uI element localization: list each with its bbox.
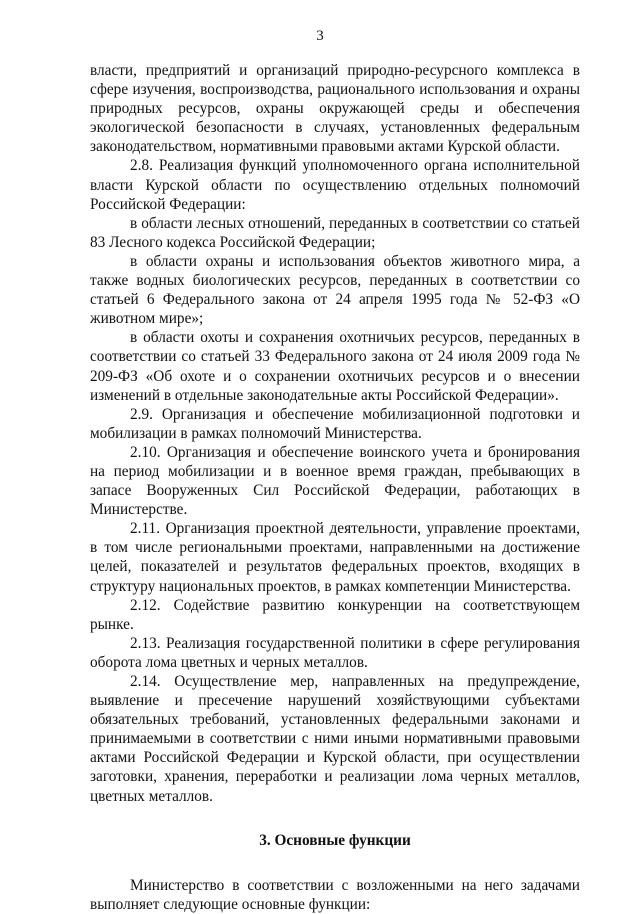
paragraph-hunting: в области охоты и сохранения охотничьих ресурсов, переданных в соответствии со статьей 33 Федерального закона от 24 июля 2009 года № 209-ФЗ «Об охоте и о сохранении охотничьих ресурсов и о внесении изменений в отдельные законодательные акты Российской Федерации».: [90, 329, 580, 404]
paragraph-2-10: 2.10. Организация и обеспечение воинского учета и бронирования на период мобилизации и в военное время граждан, пребывающих в запасе Вооруженных Сил Российской Федерации, работающих в Министерстве.: [90, 443, 580, 519]
paragraph-wildlife: в области охраны и использования объектов животного мира, а также водных биологических ресурсов, переданных в соответствии со статьей 6 Федерального закона от 24 апреля 1995 года № 52-ФЗ «О животном мире»;: [90, 252, 580, 328]
paragraph-2-12: 2.12. Содействие развитию конкуренции на соответствующем рынке.: [90, 596, 580, 633]
paragraph-continuation: власти, предприятий и организаций природно-ресурсного комплекса в сфере изучения, воспроизводства, рационального использования и охраны природных ресурсов, охраны окружающей среды и обеспечения экологической безопасности в случаях, установленных федеральным законодательством, нормативными правовыми актами Курской области.: [90, 62, 580, 156]
paragraph-2-13: 2.13. Реализация государственной политики в сфере регулирования оборота лома цветных и черных металлов.: [90, 634, 580, 671]
page-number: 3: [316, 28, 324, 44]
paragraph-2-8: 2.8. Реализация функций уполномоченного органа исполнительной власти Курской области по осуществлению отдельных полномочий Российской Федерации:: [90, 157, 580, 213]
paragraph-2-14: 2.14. Осуществление мер, направленных на предупреждение, выявление и пресечение нарушений хозяйствующими субъектами обязательных требований, установленных федеральными законами и принимаемыми в соответствии с ними иными нормативными правовыми актами Российской Федерации и Курской области, при осуществлении заготовки, хранения, переработки и реализации лома черных металлов, цветных металлов.: [90, 673, 580, 805]
paragraph-2-11: 2.11. Организация проектной деятельности, управление проектами, в том числе региональными проектами, направленными на достижение целей, показателей и результатов федеральных проектов, входящих в структуру национальных проектов, в рамках компетенции Министерства.: [90, 520, 580, 595]
section-heading: 3. Основные функции: [259, 831, 411, 849]
paragraph-main-functions-intro: Министерство в соответствии с возложенными на него задачами выполняет следующие основные функции:: [90, 876, 580, 913]
document-body: [90, 61, 580, 914]
paragraph-forest-relations: в области лесных отношений, переданных в соответствии со статьей 83 Лесного кодекса Российской Федерации;: [90, 214, 580, 251]
paragraph-2-9: 2.9. Организация и обеспечение мобилизационной подготовки и мобилизации в рамках полномочий Министерства.: [90, 405, 580, 442]
